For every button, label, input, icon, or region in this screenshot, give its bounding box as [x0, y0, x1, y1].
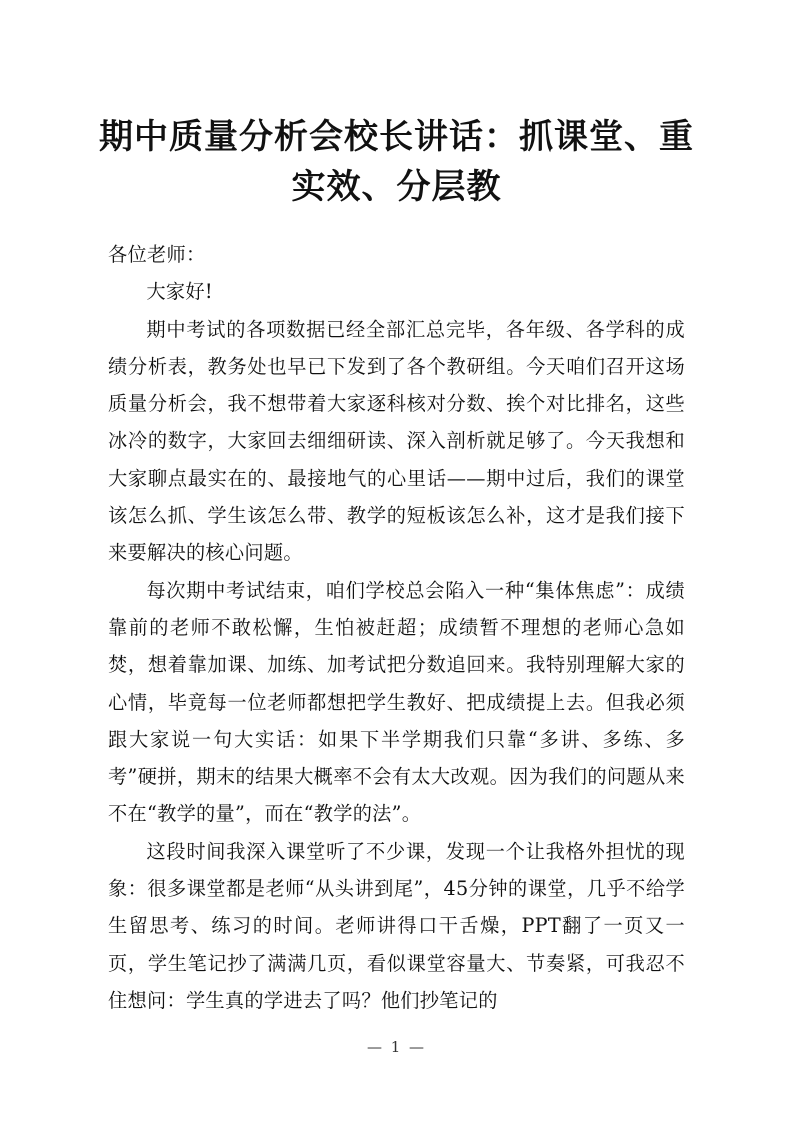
salutation: 各位老师：: [108, 243, 206, 266]
paragraph-3: 这段时间我深入课堂听了不少课，发现一个让我格外担忧的现象：很多课堂都是老师“从头讲到尾”，45分钟的课堂，几乎不给学生留思考、练习的时间。老师讲得口干舌燥，PPT翻了一页又一页，学生笔记抄了满满几页，看似课堂容量大、节奏紧，可我忍不住想问：学生真的学进去了吗？他们抄笔记的: [108, 839, 685, 1012]
paragraph-1: 期中考试的各项数据已经全部汇总完毕，各年级、各学科的成绩分析表，教务处也早已下发到了各个教研组。今天咱们召开这场质量分析会，我不想带着大家逐科核对分数、挨个对比排名，这些冰冷的数字，大家回去细细研读、深入剖析就足够了。今天我想和大家聊点最实在的、最接地气的心里话——期中过后，我们的课堂该怎么抓、学生该怎么带、教学的短板该怎么补，这才是我们接下来要解决的核心问题。: [108, 317, 685, 565]
paragraph-2: 每次期中考试结束，咱们学校总会陷入一种“集体焦虑”：成绩靠前的老师不敢松懈，生怕被赶超；成绩暂不理想的老师心急如焚，想着靠加课、加练、加考试把分数追回来。我特别理解大家的心情，毕竟每一位老师都想把学生教好、把成绩提上去。但我必须跟大家说一句大实话：如果下半学期我们只靠“多讲、多练、多考”硬拼，期末的结果大概率不会有太大改观。因为我们的问题从来不在“教学的量”，而在“教学的法”。: [108, 578, 685, 826]
paragraph-greeting: 大家好!: [146, 280, 213, 304]
page-number: — 1 —: [366, 1038, 427, 1056]
speech-body: [108, 236, 685, 1019]
page-title: 期中质量分析会校长讲话：抓课堂、重实效、分层教: [99, 117, 694, 207]
